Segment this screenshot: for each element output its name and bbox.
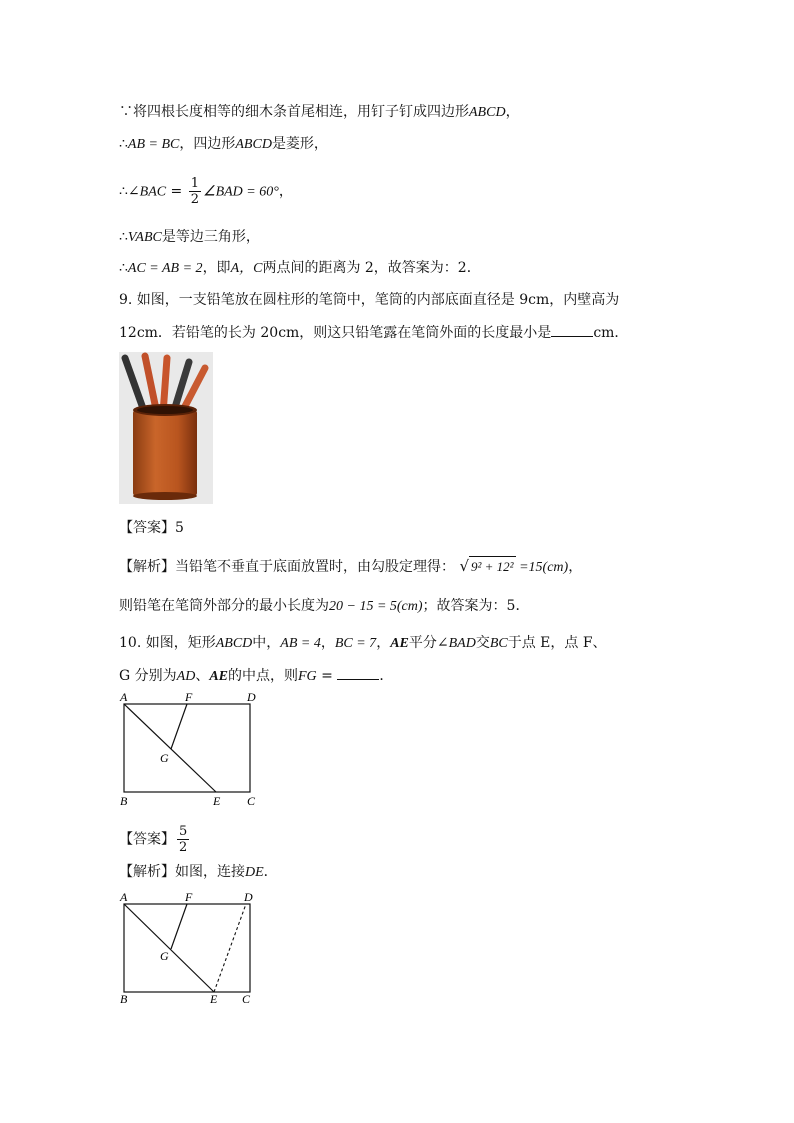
label-a: A (120, 690, 128, 704)
q9-text-line-2: 12cm．若铅笔的长为 20cm，则这只铅笔露在笔筒外面的长度最小是 cm． (119, 322, 628, 343)
label-e-2: E (210, 992, 218, 1006)
q9-text-line-1: 9. 如图，一支铅笔放在圆柱形的笔筒中，笔筒的内部底面直径是 9cm，内壁高为 (119, 292, 620, 308)
solution-line-4: ∴VABC是等边三角形， (119, 229, 260, 245)
q10-analysis: 【解析】如图，连接DE． (119, 864, 278, 880)
rectangle-figure-2 (114, 890, 264, 1010)
label-c: C (247, 794, 256, 808)
label-d-2: D (244, 890, 253, 904)
pencil-holder-illustration (119, 352, 213, 504)
q9-analysis-line-2: 则铅笔在笔筒外部分的最小长度为20 − 15 = 5(cm)；故答案为：5． (119, 598, 530, 614)
label-f-2: F (185, 890, 193, 904)
label-a-2: A (120, 890, 128, 904)
q9-analysis: 【解析】当铅笔不垂直于底面放置时，由勾股定理得： √ 9² + 12² =15(cm)， (119, 557, 583, 575)
segment-fg-2 (171, 904, 187, 949)
label-e: E (213, 794, 221, 808)
rectangle-abcd (124, 704, 250, 792)
label-b-2: B (120, 992, 128, 1006)
solution-line-3: ∴∠BAC = $\frac{1}{2}$ ∠BAD = 60°， (119, 176, 293, 207)
label-b: B (120, 794, 128, 808)
solution-line-2: ∴AB = BC，四边形ABCD是菱形， (119, 136, 328, 152)
rectangle-abcd-2 (124, 904, 250, 992)
label-c-2: C (242, 992, 251, 1006)
q10-text-line-1: 10. 如图，矩形ABCD中，AB = 4，BC = 7，AE平分∠BAD交BC于点 E，点 F、 (119, 635, 607, 651)
segment-ae-2 (124, 904, 214, 992)
q9-answer: 【答案】5 (119, 520, 184, 536)
label-g: G (160, 751, 169, 765)
segment-de-dashed (214, 904, 246, 992)
solution-line-5: ∴AC = AB = 2，即A，C两点间的距离为 2，故答案为：2． (119, 260, 481, 276)
q10-text-line-2: G 分别为AD、AE的中点，则FG = ． (119, 665, 393, 687)
fraction-five-halves: $\frac{5}{2}$ (179, 824, 188, 855)
label-g-2: G (160, 949, 169, 963)
rectangle-figure-1 (114, 690, 264, 810)
pencil-holder-photo (119, 352, 213, 504)
q10-answer: 【答案】 $\frac{5}{2}$ (119, 824, 188, 855)
solution-line-1: ∵将四根长度相等的细木条首尾相连，用钉子钉成四边形ABCD， (119, 104, 520, 120)
answer-blank (551, 322, 593, 337)
fraction-one-half: $\frac{1}{2}$ (190, 176, 200, 207)
answer-blank-q10 (337, 665, 379, 680)
label-d: D (247, 690, 256, 704)
segment-fg (171, 704, 187, 749)
segment-ae (124, 704, 216, 792)
label-f: F (185, 690, 193, 704)
sqrt-expression: 9² + 12² (469, 556, 516, 577)
